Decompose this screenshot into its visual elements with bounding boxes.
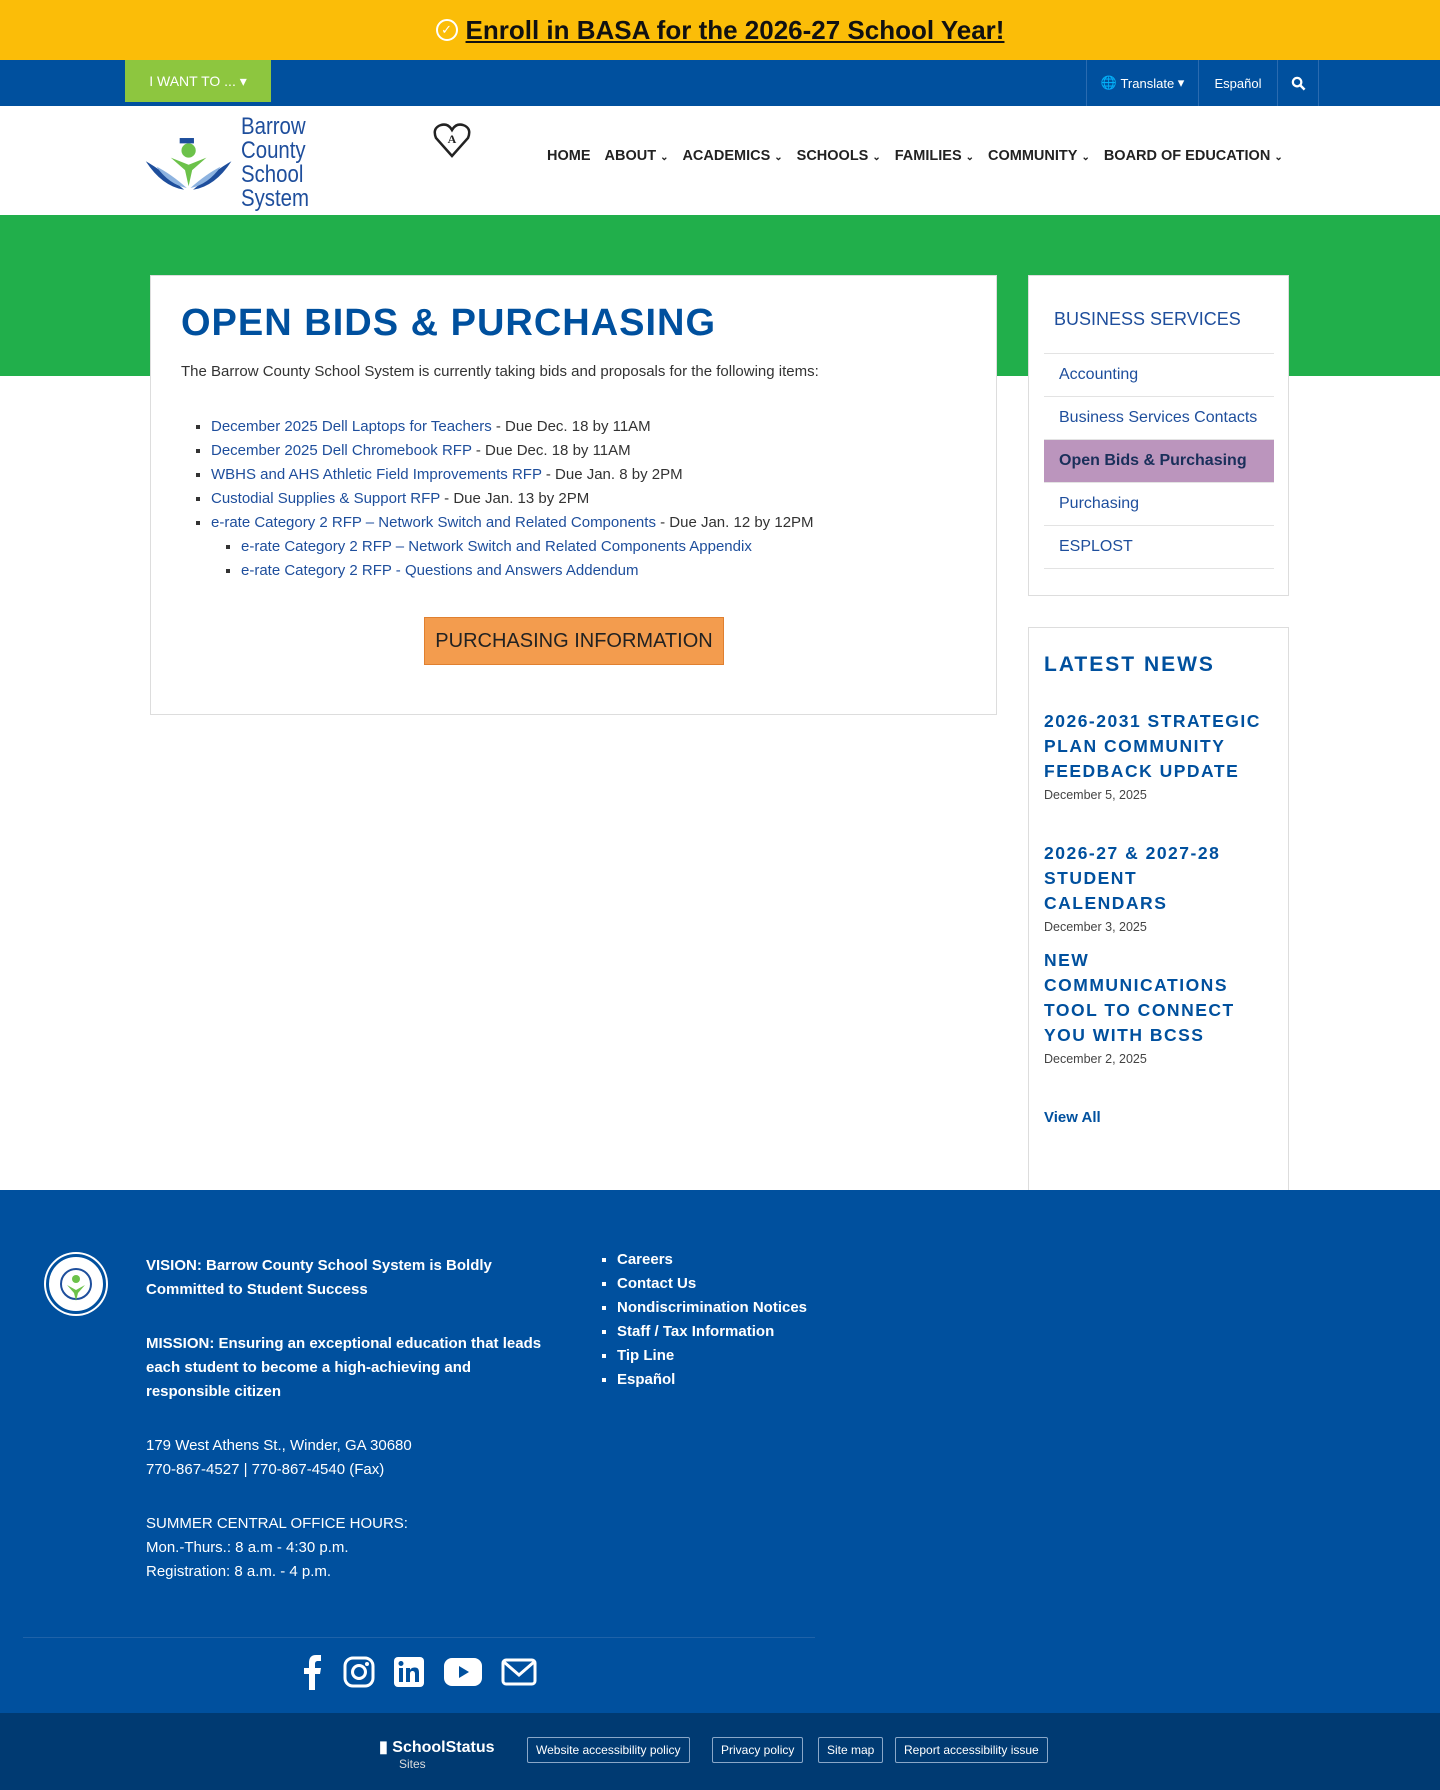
nav-label: ABOUT bbox=[604, 148, 657, 164]
schoolstatus-logo[interactable] bbox=[379, 1737, 495, 1771]
news-item bbox=[1044, 948, 1264, 1066]
sidebar-item-open-bids[interactable]: Open Bids & Purchasing bbox=[1044, 440, 1274, 483]
chevron-down-icon: ⌄ bbox=[872, 152, 881, 163]
site-footer bbox=[0, 1190, 1440, 1713]
footer-link-contact-us[interactable]: Contact Us bbox=[617, 1275, 697, 1292]
caret-down-icon: ▾ bbox=[239, 72, 247, 89]
mission-statement: MISSION: Ensuring an exceptional education that leads each student to become a high-achieving and responsible citizen bbox=[146, 1335, 542, 1400]
list-item bbox=[241, 535, 814, 559]
instagram-icon[interactable] bbox=[339, 1652, 379, 1692]
nav-label: FAMILIES bbox=[894, 148, 962, 164]
nav-schools[interactable] bbox=[797, 148, 881, 164]
due-date: - Due Dec. 18 by 11AM bbox=[471, 442, 631, 459]
logo-emblem-icon bbox=[144, 131, 233, 195]
list-item bbox=[211, 511, 814, 583]
latest-news-panel bbox=[1028, 627, 1289, 1190]
email-icon[interactable] bbox=[499, 1652, 539, 1692]
news-item-title[interactable]: NEW COMMUNICATIONS TOOL TO CONNECT YOU WITH BCSS bbox=[1044, 950, 1235, 1045]
bid-link[interactable]: December 2025 Dell Laptops for Teachers bbox=[211, 418, 492, 435]
heart-a-icon[interactable] bbox=[432, 120, 472, 160]
due-date: - Due Dec. 18 by 11AM bbox=[491, 418, 651, 435]
brand-sub: Sites bbox=[399, 1757, 426, 1771]
search-icon bbox=[1291, 76, 1306, 91]
hours-title: SUMMER CENTRAL OFFICE HOURS: bbox=[146, 1515, 408, 1532]
chevron-down-icon: ⌄ bbox=[1274, 152, 1283, 163]
nav-label: ACADEMICS bbox=[682, 148, 771, 164]
privacy-policy-button[interactable]: Privacy policy bbox=[712, 1737, 803, 1763]
alert-banner bbox=[0, 0, 1440, 60]
nav-label: COMMUNITY bbox=[988, 148, 1078, 164]
news-item-date: December 5, 2025 bbox=[1044, 788, 1147, 802]
hours-registration: Registration: 8 a.m. - 4 p.m. bbox=[146, 1563, 332, 1580]
translate-button[interactable]: 🌐 Translate ▾ bbox=[1086, 60, 1198, 106]
nav-families[interactable] bbox=[895, 148, 974, 164]
sidebar-item-esplost[interactable]: ESPLOST bbox=[1044, 526, 1274, 569]
sidebar-title[interactable]: BUSINESS SERVICES bbox=[1054, 309, 1241, 329]
youtube-icon[interactable] bbox=[443, 1652, 483, 1692]
list-item bbox=[211, 487, 814, 511]
brand-name: SchoolStatus bbox=[392, 1739, 495, 1756]
website-accessibility-policy-button[interactable]: Website accessibility policy bbox=[527, 1737, 690, 1763]
footer-link-staff-tax[interactable]: Staff / Tax Information bbox=[617, 1323, 775, 1340]
footer-link-careers[interactable]: Careers bbox=[617, 1251, 673, 1268]
footer-links bbox=[617, 1248, 807, 1392]
news-item bbox=[1044, 841, 1264, 934]
nav-about[interactable] bbox=[605, 148, 669, 164]
sidebar-item-accounting[interactable]: Accounting bbox=[1044, 354, 1274, 397]
sidebar-item-business-services-contacts[interactable]: Business Services Contacts bbox=[1044, 397, 1274, 440]
site-map-button[interactable]: Site map bbox=[818, 1737, 883, 1763]
list-item bbox=[211, 415, 814, 439]
footer-link-tip-line[interactable]: Tip Line bbox=[617, 1347, 675, 1364]
intro-text: The Barrow County School System is currently taking bids and proposals for the following items: bbox=[181, 363, 819, 380]
due-date: - Due Jan. 8 by 2PM bbox=[541, 466, 683, 483]
footer-link-nondiscrimination[interactable]: Nondiscrimination Notices bbox=[617, 1299, 808, 1316]
schoolstatus-mark-icon: ▮ bbox=[379, 1739, 388, 1756]
svg-text:A: A bbox=[447, 132, 457, 146]
footer-link-espanol[interactable]: Español bbox=[617, 1371, 676, 1388]
utility-bar bbox=[0, 60, 1440, 106]
nav-community[interactable] bbox=[988, 148, 1090, 164]
linkedin-icon[interactable] bbox=[389, 1652, 429, 1692]
chevron-down-icon: ⌄ bbox=[1081, 152, 1090, 163]
vision-statement: VISION: Barrow County School System is Boldly Committed to Student Success bbox=[146, 1257, 492, 1298]
list-item bbox=[211, 463, 814, 487]
footer-divider bbox=[23, 1637, 815, 1638]
bottom-bar bbox=[0, 1713, 1440, 1790]
nav-label: SCHOOLS bbox=[796, 148, 869, 164]
phone: 770-867-4527 | 770-867-4540 (Fax) bbox=[146, 1461, 385, 1478]
bid-link[interactable]: Custodial Supplies & Support RFP bbox=[211, 490, 441, 507]
nav-board-of-education[interactable] bbox=[1104, 148, 1283, 164]
due-date: - Due Jan. 13 by 2PM bbox=[440, 490, 590, 507]
section-sidebar bbox=[1028, 275, 1289, 596]
news-item-date: December 3, 2025 bbox=[1044, 920, 1147, 934]
bid-link[interactable]: December 2025 Dell Chromebook RFP bbox=[211, 442, 472, 459]
site-header bbox=[0, 106, 1440, 215]
footer-logo bbox=[46, 1254, 106, 1314]
view-all-news-link[interactable]: View All bbox=[1044, 1109, 1101, 1126]
due-date: - Due Jan. 12 by 12PM bbox=[655, 514, 814, 531]
logo-line1: Barrow County bbox=[241, 113, 306, 164]
news-title: LATEST NEWS bbox=[1044, 653, 1215, 676]
news-item-date: December 2, 2025 bbox=[1044, 1052, 1147, 1066]
address: 179 West Athens St., Winder, GA 30680 bbox=[146, 1437, 412, 1454]
site-logo[interactable] bbox=[144, 113, 384, 212]
chevron-down-icon: ⌄ bbox=[774, 152, 783, 163]
main-nav bbox=[547, 148, 1283, 164]
sidebar-item-purchasing[interactable]: Purchasing bbox=[1044, 483, 1274, 526]
i-want-to-label: I WANT TO ... bbox=[149, 73, 236, 89]
bid-link[interactable]: WBHS and AHS Athletic Field Improvements RFP bbox=[211, 466, 542, 483]
enroll-basa-link[interactable]: Enroll in BASA for the 2026-27 School Year! bbox=[465, 14, 1005, 45]
hours-weekday: Mon.-Thurs.: 8 a.m - 4:30 p.m. bbox=[146, 1539, 349, 1556]
nav-home[interactable] bbox=[547, 148, 591, 164]
news-item-title[interactable]: 2026-2031 STRATEGIC PLAN COMMUNITY FEEDBACK UPDATE bbox=[1044, 711, 1261, 781]
main-content-card bbox=[150, 275, 997, 715]
i-want-to-dropdown[interactable] bbox=[125, 60, 271, 102]
list-item bbox=[211, 439, 814, 463]
news-item bbox=[1044, 709, 1264, 802]
bid-link[interactable]: e-rate Category 2 RFP – Network Switch and Related Components Appendix bbox=[241, 538, 752, 555]
report-accessibility-issue-button[interactable]: Report accessibility issue bbox=[895, 1737, 1048, 1763]
list-item bbox=[241, 559, 814, 583]
bid-link[interactable]: e-rate Category 2 RFP – Network Switch and Related Components bbox=[211, 514, 656, 531]
espanol-link[interactable]: Español bbox=[1198, 60, 1277, 106]
search-button[interactable] bbox=[1277, 60, 1319, 106]
page-title: OPEN BIDS & PURCHASING bbox=[181, 302, 717, 344]
globe-icon: 🌐 bbox=[1100, 75, 1117, 90]
footer-logo-emblem-icon bbox=[49, 1257, 103, 1311]
purchasing-information-button[interactable]: PURCHASING INFORMATION bbox=[424, 617, 724, 665]
bids-list bbox=[211, 415, 814, 583]
nav-label: BOARD OF EDUCATION bbox=[1103, 148, 1271, 164]
nav-academics[interactable] bbox=[682, 148, 782, 164]
news-item-title[interactable]: 2026-27 & 2027-28 STUDENT CALENDARS bbox=[1044, 843, 1221, 913]
logo-line2: School System bbox=[241, 161, 310, 212]
bid-link[interactable]: e-rate Category 2 RFP - Questions and Answers Addendum bbox=[241, 562, 639, 579]
chevron-down-icon: ⌄ bbox=[660, 152, 669, 163]
facebook-icon[interactable] bbox=[292, 1652, 332, 1692]
translate-label: Translate bbox=[1120, 75, 1175, 91]
sub-bids-list bbox=[241, 535, 814, 583]
chevron-down-icon: ⌄ bbox=[965, 152, 975, 163]
check-circle-icon: ✓ bbox=[436, 19, 458, 41]
nav-label: HOME bbox=[547, 148, 591, 164]
